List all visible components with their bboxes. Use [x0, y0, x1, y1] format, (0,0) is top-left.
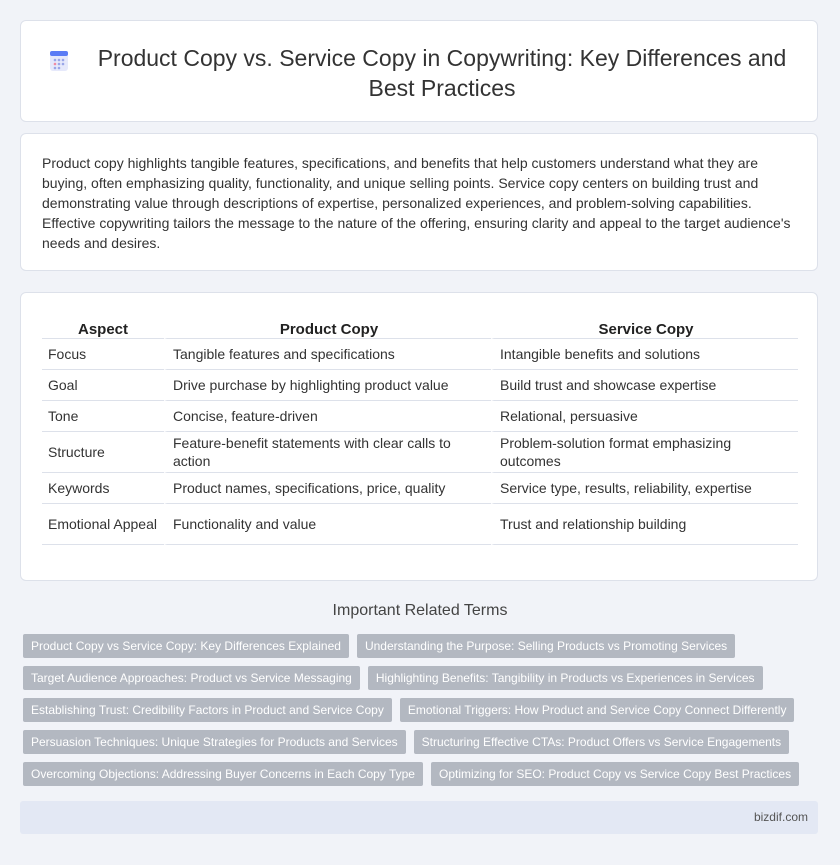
- table-header: Aspect: [42, 316, 164, 339]
- title-card: [20, 20, 818, 122]
- table-cell: Focus: [42, 339, 164, 370]
- table-row: [42, 504, 798, 545]
- tag-row: [23, 730, 823, 762]
- table-cell: Relational, persuasive: [491, 401, 798, 432]
- table-cell: Functionality and value: [164, 504, 491, 545]
- intro-card: [20, 133, 818, 271]
- tag-row: [23, 634, 823, 666]
- table-row: [42, 401, 798, 432]
- related-term-tag[interactable]: Emotional Triggers: How Product and Service Copy Connect Differently: [400, 698, 795, 722]
- table-cell: Concise, feature-driven: [164, 401, 491, 432]
- table-cell: Tangible features and specifications: [164, 339, 491, 370]
- table-row: [42, 339, 798, 370]
- page-title: Product Copy vs. Service Copy in Copywriting: Key Differences and Best Practices: [97, 45, 787, 101]
- related-term-tag[interactable]: Product Copy vs Service Copy: Key Differences Explained: [23, 634, 349, 658]
- table-cell: Goal: [42, 370, 164, 401]
- tag-row: [23, 666, 823, 698]
- comparison-card: [20, 292, 818, 581]
- related-term-tag[interactable]: Understanding the Purpose: Selling Products vs Promoting Services: [357, 634, 735, 658]
- related-term-tag[interactable]: Overcoming Objections: Addressing Buyer Concerns in Each Copy Type: [23, 762, 423, 786]
- table-cell: Intangible benefits and solutions: [491, 339, 798, 370]
- table-cell: Drive purchase by highlighting product value: [164, 370, 491, 401]
- table-cell: Product names, specifications, price, quality: [164, 473, 491, 504]
- table-row: [42, 370, 798, 401]
- table-header-row: [42, 316, 798, 339]
- tag-row: [23, 762, 823, 794]
- table-cell: Problem-solution format emphasizing outcomes: [491, 432, 798, 473]
- table-cell: Build trust and showcase expertise: [491, 370, 798, 401]
- intro-paragraph: Product copy highlights tangible features, specifications, and benefits that help customers understand what they are buying, often emphasizing quality, functionality, and unique selling points. Service copy centers on building trust and demonstrating value through descriptions of expertise, personalized experiences, and problem-solving capabilities. Effective copywriting tailors the message to the nature of the offering, ensuring clarity and appeal to the target audience's needs and desires.: [42, 155, 791, 251]
- related-term-tag[interactable]: Establishing Trust: Credibility Factors in Product and Service Copy: [23, 698, 392, 722]
- related-terms-list: [23, 634, 823, 794]
- footer-site-link[interactable]: bizdif.com: [753, 810, 808, 824]
- document-icon: [47, 49, 71, 73]
- table-cell: Tone: [42, 401, 164, 432]
- table-cell: Structure: [42, 432, 164, 473]
- table-cell: Emotional Appeal: [42, 504, 164, 545]
- table-cell: Trust and relationship building: [491, 504, 798, 545]
- related-term-tag[interactable]: Structuring Effective CTAs: Product Offers vs Service Engagements: [414, 730, 789, 754]
- comparison-table: [42, 316, 798, 545]
- related-terms-heading: Important Related Terms: [332, 602, 508, 619]
- footer-bar: [20, 801, 818, 834]
- related-term-tag[interactable]: Target Audience Approaches: Product vs Service Messaging: [23, 666, 360, 690]
- table-cell: Feature-benefit statements with clear calls to action: [164, 432, 491, 473]
- table-cell: Service type, results, reliability, expertise: [491, 473, 798, 504]
- related-term-tag[interactable]: Persuasion Techniques: Unique Strategies for Products and Services: [23, 730, 406, 754]
- tag-row: [23, 698, 823, 730]
- related-term-tag[interactable]: Optimizing for SEO: Product Copy vs Service Copy Best Practices: [431, 762, 799, 786]
- table-header: Service Copy: [491, 316, 798, 339]
- table-cell: Keywords: [42, 473, 164, 504]
- related-term-tag[interactable]: Highlighting Benefits: Tangibility in Products vs Experiences in Services: [368, 666, 763, 690]
- table-row: [42, 432, 798, 473]
- table-header: Product Copy: [164, 316, 491, 339]
- table-row: [42, 473, 798, 504]
